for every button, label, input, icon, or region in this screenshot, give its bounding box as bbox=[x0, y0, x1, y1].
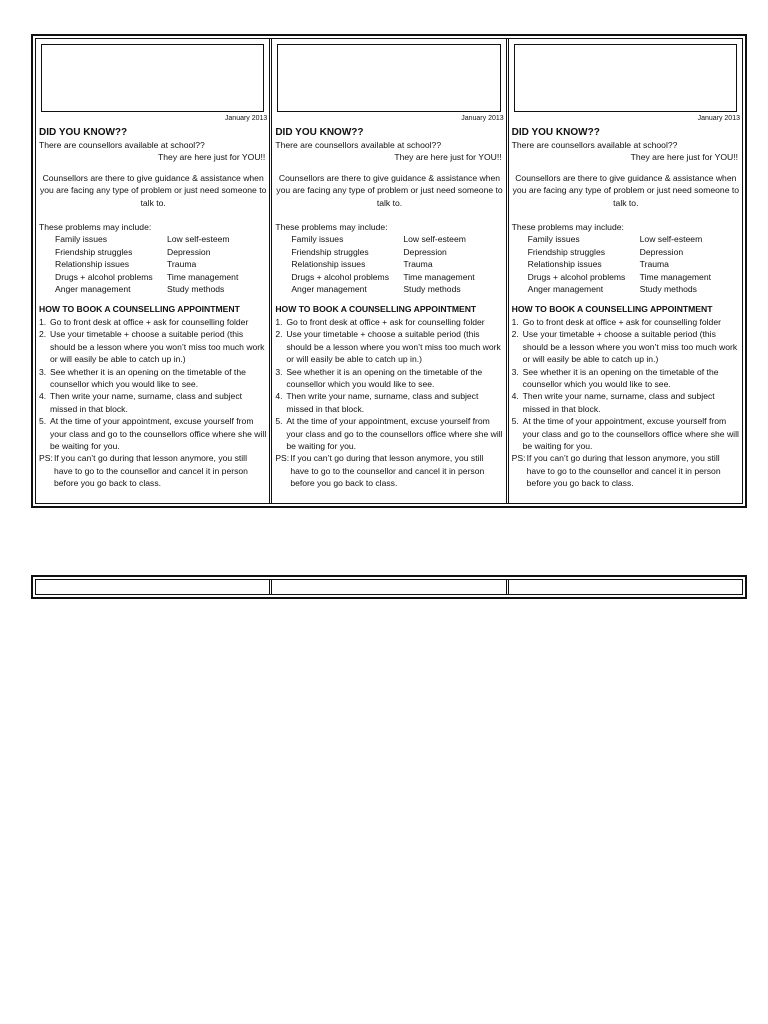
panel-content bbox=[275, 126, 503, 490]
problem-item: Anger management bbox=[527, 284, 604, 295]
step-item: 4. Then write your name, surname, class and subject missed in that block. bbox=[511, 391, 715, 414]
problem-item: Trauma bbox=[403, 259, 433, 270]
problems-intro: These problems may include: bbox=[511, 222, 624, 233]
problem-item: Family issues bbox=[55, 234, 108, 245]
here-for-you-line: They are here just for YOU!! bbox=[158, 152, 266, 163]
here-for-you-line: They are here just for YOU!! bbox=[630, 152, 738, 163]
intro-paragraph: Counsellors are there to give guidance & assistance when you are facing any type of problem or just need someone to talk to. bbox=[39, 172, 267, 208]
howto-title: HOW TO BOOK A COUNSELLING APPOINTMENT bbox=[511, 304, 713, 315]
step-item: 5. At the time of your appointment, excuse yourself from your class and go to the counsellors office where she will be waiting for you. bbox=[275, 416, 503, 451]
step-item: 1. Go to front desk at office + ask for counselling folder bbox=[511, 316, 721, 327]
counsellors-available-line: There are counsellors available at school?? bbox=[39, 140, 205, 150]
strip-cells bbox=[35, 579, 743, 595]
problems-list bbox=[275, 233, 503, 295]
brochure-panel bbox=[269, 39, 505, 503]
problem-item: Depression bbox=[403, 246, 447, 257]
panel-content bbox=[512, 126, 740, 490]
problem-item: Study methods bbox=[403, 284, 461, 295]
strip-cell bbox=[36, 580, 269, 594]
ps-note: PS: If you can’t go during that lesson anymore, you still have to go to the counsellor and cancel it in person before you go back to class. bbox=[39, 453, 248, 489]
brochure-sheet bbox=[31, 34, 747, 508]
problems-intro: These problems may include: bbox=[39, 222, 152, 233]
problem-item: Drugs + alcohol problems bbox=[527, 271, 626, 282]
strip-cell bbox=[269, 580, 505, 594]
problem-item: Family issues bbox=[291, 234, 344, 245]
problem-item: Trauma bbox=[639, 259, 669, 270]
problem-item: Drugs + alcohol problems bbox=[291, 271, 390, 282]
howto-title: HOW TO BOOK A COUNSELLING APPOINTMENT bbox=[275, 304, 477, 315]
problem-item: Low self-esteem bbox=[167, 234, 230, 245]
intro-paragraph: Counsellors are there to give guidance & assistance when you are facing any type of problem or just need someone to talk to. bbox=[276, 172, 503, 208]
problem-item: Trauma bbox=[167, 259, 197, 270]
step-item: 5. At the time of your appointment, excuse yourself from your class and go to the counsellors office where she will be waiting for you. bbox=[511, 416, 739, 451]
step-item: 2. Use your timetable + choose a suitable period (this should be a lesson where you won’t miss too much work or will easily be able to catch up in.) bbox=[275, 329, 501, 365]
problem-item: Study methods bbox=[167, 284, 225, 295]
problem-item: Friendship struggles bbox=[527, 246, 606, 257]
step-item: 3. See whether it is an opening on the timetable of the counsellor which you would like to see. bbox=[39, 366, 246, 389]
problem-item: Drugs + alcohol problems bbox=[55, 271, 153, 282]
here-for-you-line: They are here just for YOU!! bbox=[394, 152, 502, 163]
problems-list bbox=[512, 233, 740, 295]
step-item: 3. See whether it is an opening on the timetable of the counsellor which you would like to see. bbox=[275, 366, 483, 389]
counsellors-available-line: There are counsellors available at school?? bbox=[275, 140, 442, 150]
problem-item: Friendship struggles bbox=[291, 246, 369, 257]
howto-title: HOW TO BOOK A COUNSELLING APPOINTMENT bbox=[39, 304, 240, 315]
issue-date: January 2013 bbox=[224, 115, 268, 122]
problem-item: Time management bbox=[167, 271, 239, 282]
brochure-panel bbox=[36, 39, 269, 503]
problem-item: Time management bbox=[403, 271, 475, 282]
step-item: 3. See whether it is an opening on the timetable of the counsellor which you would like to see. bbox=[511, 366, 719, 389]
empty-table-strip bbox=[31, 575, 747, 599]
problem-item: Relationship issues bbox=[527, 259, 602, 270]
step-item: 2. Use your timetable + choose a suitable period (this should be a lesson where you won’t miss too much work or will easily be able to catch up in.) bbox=[39, 329, 265, 365]
problems-intro: These problems may include: bbox=[275, 222, 388, 233]
step-item: 4. Then write your name, surname, class and subject missed in that block. bbox=[275, 391, 479, 414]
problem-item: Time management bbox=[639, 271, 711, 282]
did-you-know-heading: DID YOU KNOW?? bbox=[275, 127, 364, 138]
problem-item: Low self-esteem bbox=[403, 234, 466, 245]
header-image-box bbox=[514, 44, 737, 112]
header-image-box bbox=[41, 44, 264, 112]
step-item: 1. Go to front desk at office + ask for counselling folder bbox=[39, 316, 249, 327]
problem-item: Anger management bbox=[55, 284, 131, 295]
header-image-box bbox=[277, 44, 500, 112]
brochure-panels bbox=[35, 38, 743, 504]
problem-item: Relationship issues bbox=[291, 259, 366, 270]
problem-item: Family issues bbox=[527, 234, 580, 245]
problem-item: Low self-esteem bbox=[639, 234, 703, 245]
strip-cell bbox=[506, 580, 742, 594]
problem-item: Depression bbox=[639, 246, 684, 257]
problem-item: Study methods bbox=[639, 284, 697, 295]
step-item: 1. Go to front desk at office + ask for counselling folder bbox=[275, 316, 485, 327]
step-item: 5. At the time of your appointment, excuse yourself from your class and go to the counsellors office where she will be waiting for you. bbox=[39, 416, 267, 451]
intro-paragraph: Counsellors are there to give guidance & assistance when you are facing any type of problem or just need someone to talk to. bbox=[512, 172, 740, 208]
ps-note: PS: If you can’t go during that lesson anymore, you still have to go to the counsellor and cancel it in person before you go back to class. bbox=[275, 453, 485, 489]
problem-item: Friendship struggles bbox=[55, 246, 133, 257]
problems-list bbox=[39, 233, 267, 295]
did-you-know-heading: DID YOU KNOW?? bbox=[39, 127, 128, 138]
panel-content bbox=[39, 126, 267, 490]
problem-item: Relationship issues bbox=[55, 259, 130, 270]
brochure-panel bbox=[506, 39, 742, 503]
step-item: 4. Then write your name, surname, class and subject missed in that block. bbox=[39, 391, 243, 414]
did-you-know-heading: DID YOU KNOW?? bbox=[511, 127, 600, 138]
issue-date: January 2013 bbox=[697, 115, 740, 122]
counsellors-available-line: There are counsellors available at school?? bbox=[511, 140, 678, 150]
issue-date: January 2013 bbox=[461, 115, 504, 122]
problem-item: Depression bbox=[167, 246, 211, 257]
step-item: 2. Use your timetable + choose a suitable period (this should be a lesson where you won’t miss too much work or will easily be able to catch up in.) bbox=[511, 329, 738, 365]
ps-note: PS: If you can’t go during that lesson anymore, you still have to go to the counsellor and cancel it in person before you go back to class. bbox=[511, 453, 721, 489]
problem-item: Anger management bbox=[291, 284, 367, 295]
